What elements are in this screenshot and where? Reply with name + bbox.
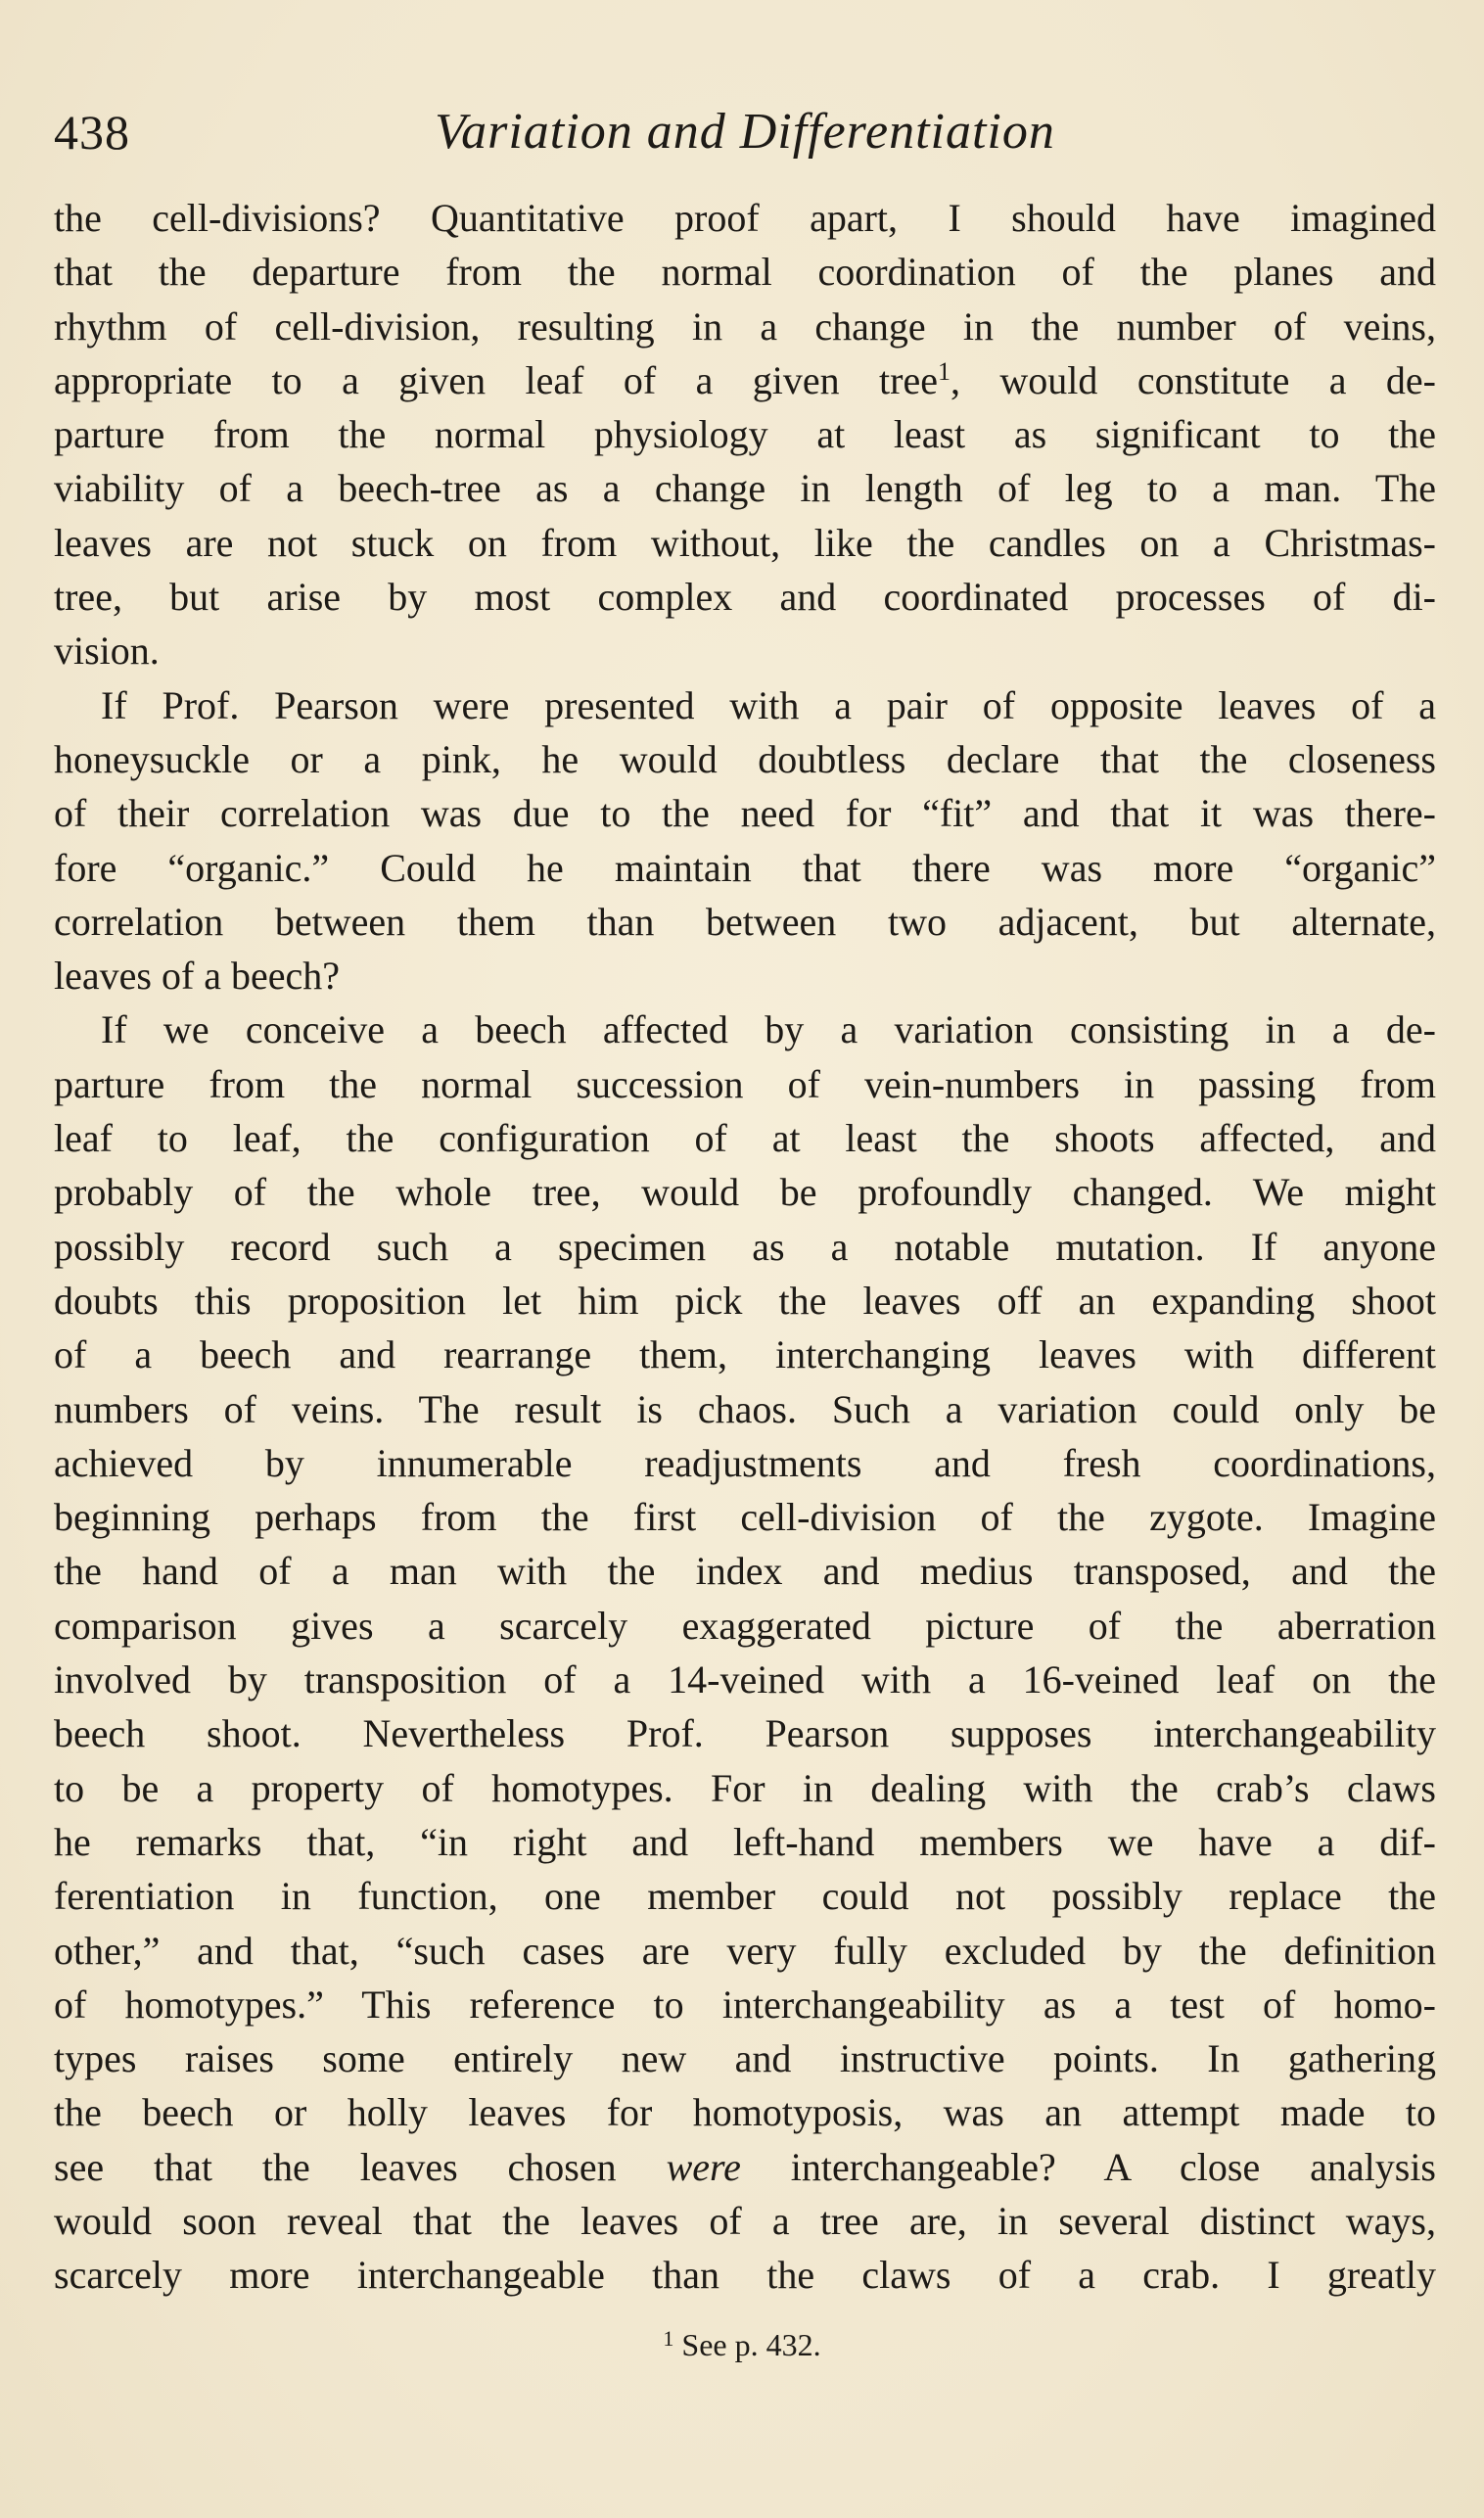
- text-line: he remarks that, “in right and left-hand members we have a dif-: [54, 1819, 1436, 1864]
- text-line: comparison gives a scarcely exaggerated picture of the aberration: [54, 1603, 1436, 1648]
- text-line: [54, 2140, 1436, 2194]
- text-line: the hand of a man with the index and medius transposed, and the: [54, 1549, 1436, 1594]
- page-number: 438: [54, 105, 130, 160]
- text-line: parture from the normal succession of vein-numbers in passing from: [54, 1061, 1436, 1106]
- text-line: leaves are not stuck on from without, like the candles on a Christmas-: [54, 520, 1436, 565]
- text-line: involved by transposition of a 14-veined with a 16-veined leaf on the: [54, 1657, 1436, 1702]
- text-line: scarcely more interchangeable than the claws of a crab. I greatly: [54, 2253, 1436, 2298]
- footnote-text: See p. 432.: [681, 2327, 821, 2362]
- text-line: possibly record such a specimen as a notable mutation. If anyone: [54, 1224, 1436, 1269]
- text-line: doubts this proposition let him pick the leaves off an expanding shoot: [54, 1278, 1436, 1323]
- text-line: tree, but arise by most complex and coordinated processes of di-: [54, 575, 1436, 620]
- footnote-marker: 1: [663, 2326, 674, 2351]
- text-fragment: , would constitute a de-: [951, 357, 1437, 402]
- text-line: numbers of veins. The result is chaos. Such a variation could only be: [54, 1386, 1436, 1431]
- text-line: probably of the whole tree, would be profoundly changed. We might: [54, 1170, 1436, 1215]
- text-line: to be a property of homotypes. For in dealing with the crab’s claws: [54, 1765, 1436, 1810]
- text-fragment: see that the leaves chosen: [54, 2144, 667, 2189]
- text-line: of a beech and rearrange them, interchanging leaves with different: [54, 1332, 1436, 1377]
- text-fragment: appropriate to a given leaf of a given tree: [54, 357, 938, 402]
- text-line: that the departure from the normal coordination of the planes and: [54, 250, 1436, 295]
- text-line: viability of a beech-tree as a change in length of leg to a man. The: [54, 466, 1436, 511]
- text-line: of homotypes.” This reference to interchangeability as a test of homo-: [54, 1982, 1436, 2027]
- text-line: the cell-divisions? Quantitative proof apart, I should have imagined: [54, 196, 1436, 240]
- text-line: of their correlation was due to the need for “fit” and that it was there-: [54, 791, 1436, 836]
- running-head: [54, 98, 1436, 166]
- text-line: rhythm of cell-division, resulting in a change in the number of veins,: [54, 303, 1436, 349]
- text-line: types raises some entirely new and instructive points. In gathering: [54, 2036, 1436, 2081]
- text-line: If Prof. Pearson were presented with a pair of opposite leaves of a: [101, 682, 1436, 727]
- text-line: ferentiation in function, one member could not possibly replace the: [54, 1874, 1436, 1919]
- italic-emphasis: were: [666, 2144, 741, 2189]
- text-line: vision.: [54, 629, 160, 674]
- text-line: If we conceive a beech affected by a variation consisting in a de-: [101, 1007, 1436, 1052]
- body-text: [54, 191, 1436, 2303]
- text-line: would soon reveal that the leaves of a tree are, in several distinct ways,: [54, 2198, 1436, 2243]
- text-line: other,” and that, “such cases are very fully excluded by the definition: [54, 1928, 1436, 1973]
- text-line: fore “organic.” Could he maintain that there was more “organic”: [54, 845, 1436, 890]
- text-line: correlation between them than between two adjacent, but alternate,: [54, 899, 1436, 944]
- text-line: parture from the normal physiology at least as significant to the: [54, 412, 1436, 457]
- text-line: the beech or holly leaves for homotyposis, was an attempt made to: [54, 2090, 1436, 2135]
- text-line: [54, 353, 1436, 407]
- text-line: achieved by innumerable readjustments and fresh coordinations,: [54, 1440, 1436, 1485]
- text-line: leaves of a beech?: [54, 954, 341, 999]
- footnote-reference: 1: [938, 356, 951, 386]
- text-fragment: interchangeable? A close analysis: [740, 2144, 1437, 2189]
- text-line: beginning perhaps from the first cell-division of the zygote. Imagine: [54, 1495, 1436, 1540]
- text-line: leaf to leaf, the configuration of at least the shoots affected, and: [54, 1116, 1436, 1161]
- footnote: [0, 2320, 1484, 2369]
- text-line: beech shoot. Nevertheless Prof. Pearson supposes interchangeability: [54, 1711, 1436, 1756]
- text-line: honeysuckle or a pink, he would doubtless declare that the closeness: [54, 736, 1436, 781]
- running-title: Variation and Differentiation: [435, 104, 1055, 160]
